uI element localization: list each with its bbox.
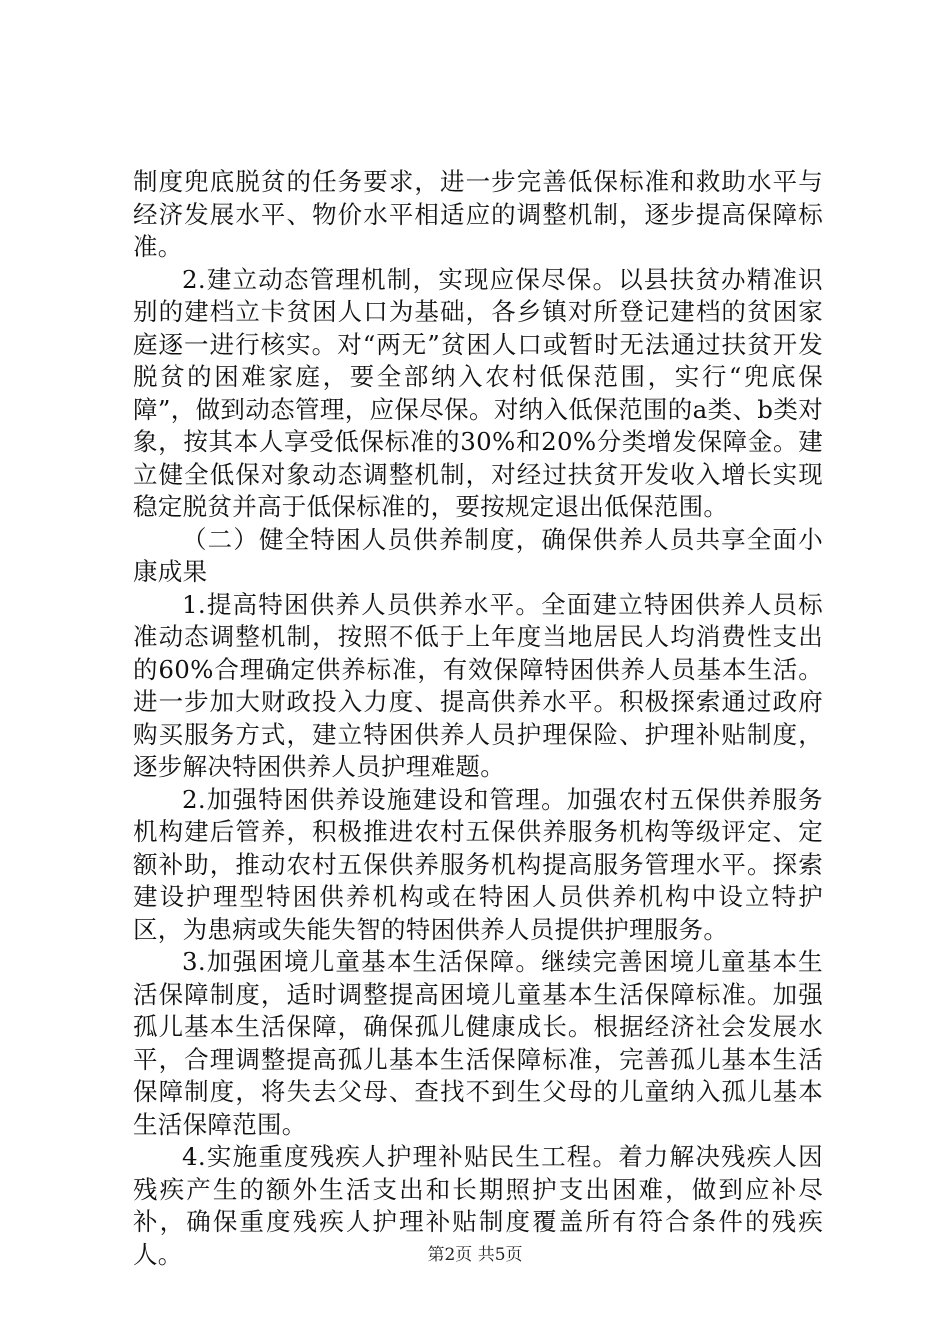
paragraph-item-2-dynamic-management: 2.建立动态管理机制，实现应保尽保。以县扶贫办精准识别的建档立卡贫困人口为基础，各乡镇对所登记建档的贫困家庭逐一进行核实。对“两无”贫困人口或暂时无法通过扶贫开发脱贫的困难家庭，要全部纳入农村低保范围，实行“兜底保障”，做到动态管理，应保尽保。对纳入低保范围的a类、b类对象，按其本人享受低保标准的30%和20%分类增发保障金。建立健全低保对象动态调整机制，对经过扶贫开发收入增长实现稳定脱贫并高于低保标准的，要按规定退出低保范围。: [133, 264, 823, 521]
document-body: [133, 166, 823, 1271]
paragraph-item-4-disability: 4.实施重度残疾人护理补贴民生工程。着力解决残疾人因残疾产生的额外生活支出和长期照护支出困难，做到应补尽补，确保重度残疾人护理补贴制度覆盖所有符合条件的残疾人。: [133, 1142, 823, 1269]
paragraph-item-3-children: 3.加强困境儿童基本生活保障。继续完善困境儿童基本生活保障制度，适时调整提高困境儿童基本生活保障标准。加强孤儿基本生活保障，确保孤儿健康成长。根据经济社会发展水平，合理调整提高孤儿基本生活保障标准，完善孤儿基本生活保障制度，将失去父母、查找不到生父母的儿童纳入孤儿基本生活保障范围。: [133, 947, 823, 1139]
section-heading-2: （二）健全特困人员供养制度，确保供养人员共享全面小康成果: [133, 524, 823, 586]
paragraph-continuation: 制度兜底脱贫的任务要求，进一步完善低保标准和救助水平与经济发展水平、物价水平相适应的调整机制，逐步提高保障标准。: [133, 167, 823, 261]
paragraph-item-2-facilities: 2.加强特困供养设施建设和管理。加强农村五保供养服务机构建后管养，积极推进农村五保供养服务机构等级评定、定额补助，推动农村五保供养服务机构提高服务管理水平。探索建设护理型特困供养机构或在特困人员供养机构中设立特护区，为患病或失能失智的特困供养人员提供护理服务。: [133, 784, 823, 944]
paragraph-item-1-support-level: 1.提高特困供养人员供养水平。全面建立特困供养人员标准动态调整机制，按照不低于上年度当地居民人均消费性支出的60%合理确定供养标准，有效保障特困供养人员基本生活。进一步加大财政投入力度、提高供养水平。积极探索通过政府购买服务方式，建立特困供养人员护理保险、护理补贴制度，逐步解决特困供养人员护理难题。: [133, 589, 823, 781]
page-number-footer: 第2页 共5页: [427, 1245, 523, 1265]
